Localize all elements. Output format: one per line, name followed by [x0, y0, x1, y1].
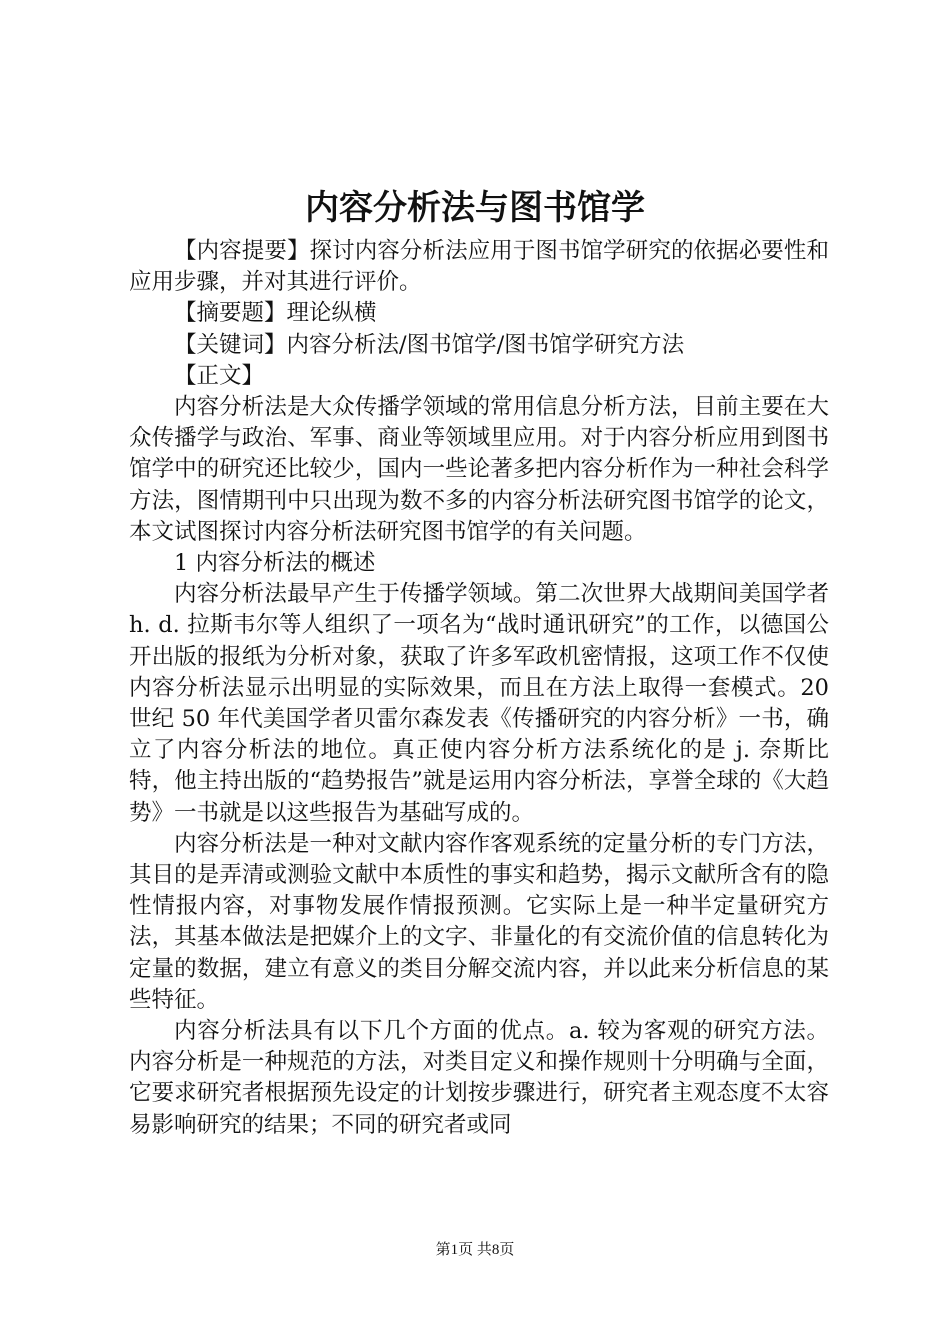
body-heading-paragraph: 【正文】 [174, 362, 265, 389]
section-heading: 1 内容分析法的概述 [174, 550, 376, 577]
body-paragraph: 内容分析法是大众传播学领域的常用信息分析方法，目前主要在大众传播学与政治、军事、商业等领域里应用。对于内容分析应用到图书馆学中的研究还比较少，国内一些论著多把内容分析作为一种社会科学方法，图情期刊中只出现为数不多的内容分析法研究图书馆学的论文，本文试图探讨内容分析法研究图书馆学的有关问题。 [129, 394, 829, 545]
subject-paragraph: 【摘要题】理论纵横 [174, 300, 377, 327]
document-body [129, 236, 829, 1141]
body-paragraph: 内容分析法是一种对文献内容作客观系统的定量分析的专门方法，其目的是弄清或测验文献中本质性的事实和趋势，揭示文献所含有的隐性情报内容，对事物发展作情报预测。它实际上是一种半定量研究方法，其基本做法是把媒介上的文字、非量化的有交流价值的信息转化为定量的数据，建立有意义的类目分解交流内容，并以此来分析信息的某些特征。 [129, 830, 829, 1013]
abstract-paragraph: 【内容提要】探讨内容分析法应用于图书馆学研究的依据必要性和应用步骤，并对其进行评价。 [129, 238, 829, 296]
body-paragraph: 内容分析法具有以下几个方面的优点。a. 较为客观的研究方法。内容分析是一种规范的方法，对类目定义和操作规则十分明确与全面，它要求研究者根据预先设定的计划按步骤进行，研究者主观态度不太容易影响研究的结果；不同的研究者或同 [129, 1018, 829, 1138]
page-number-footer: 第1页 共8页 [435, 1242, 515, 1258]
keywords-paragraph: 【关键词】内容分析法/图书馆学/图书馆学研究方法 [174, 331, 685, 358]
document-title: 内容分析法与图书馆学 [305, 188, 645, 228]
body-paragraph: 内容分析法最早产生于传播学领域。第二次世界大战期间美国学者 h. d. 拉斯韦尔等人组织了一项名为“战时通讯研究”的工作，以德国公开出版的报纸为分析对象，获取了许多军政机密情报，这项工作不仅使内容分析法显示出明显的实际效果，而且在方法上取得一套模式。20 世纪 50 年代美国学者贝雷尔森发表《传播研究的内容分析》一书，确立了内容分析法的地位。真正使内容分析方法系统化的是 j. 奈斯比特，他主持出版的“趋势报告”就是运用内容分析法，享誉全球的《大趋势》一书就是以这些报告为基础写成的。 [129, 581, 829, 826]
